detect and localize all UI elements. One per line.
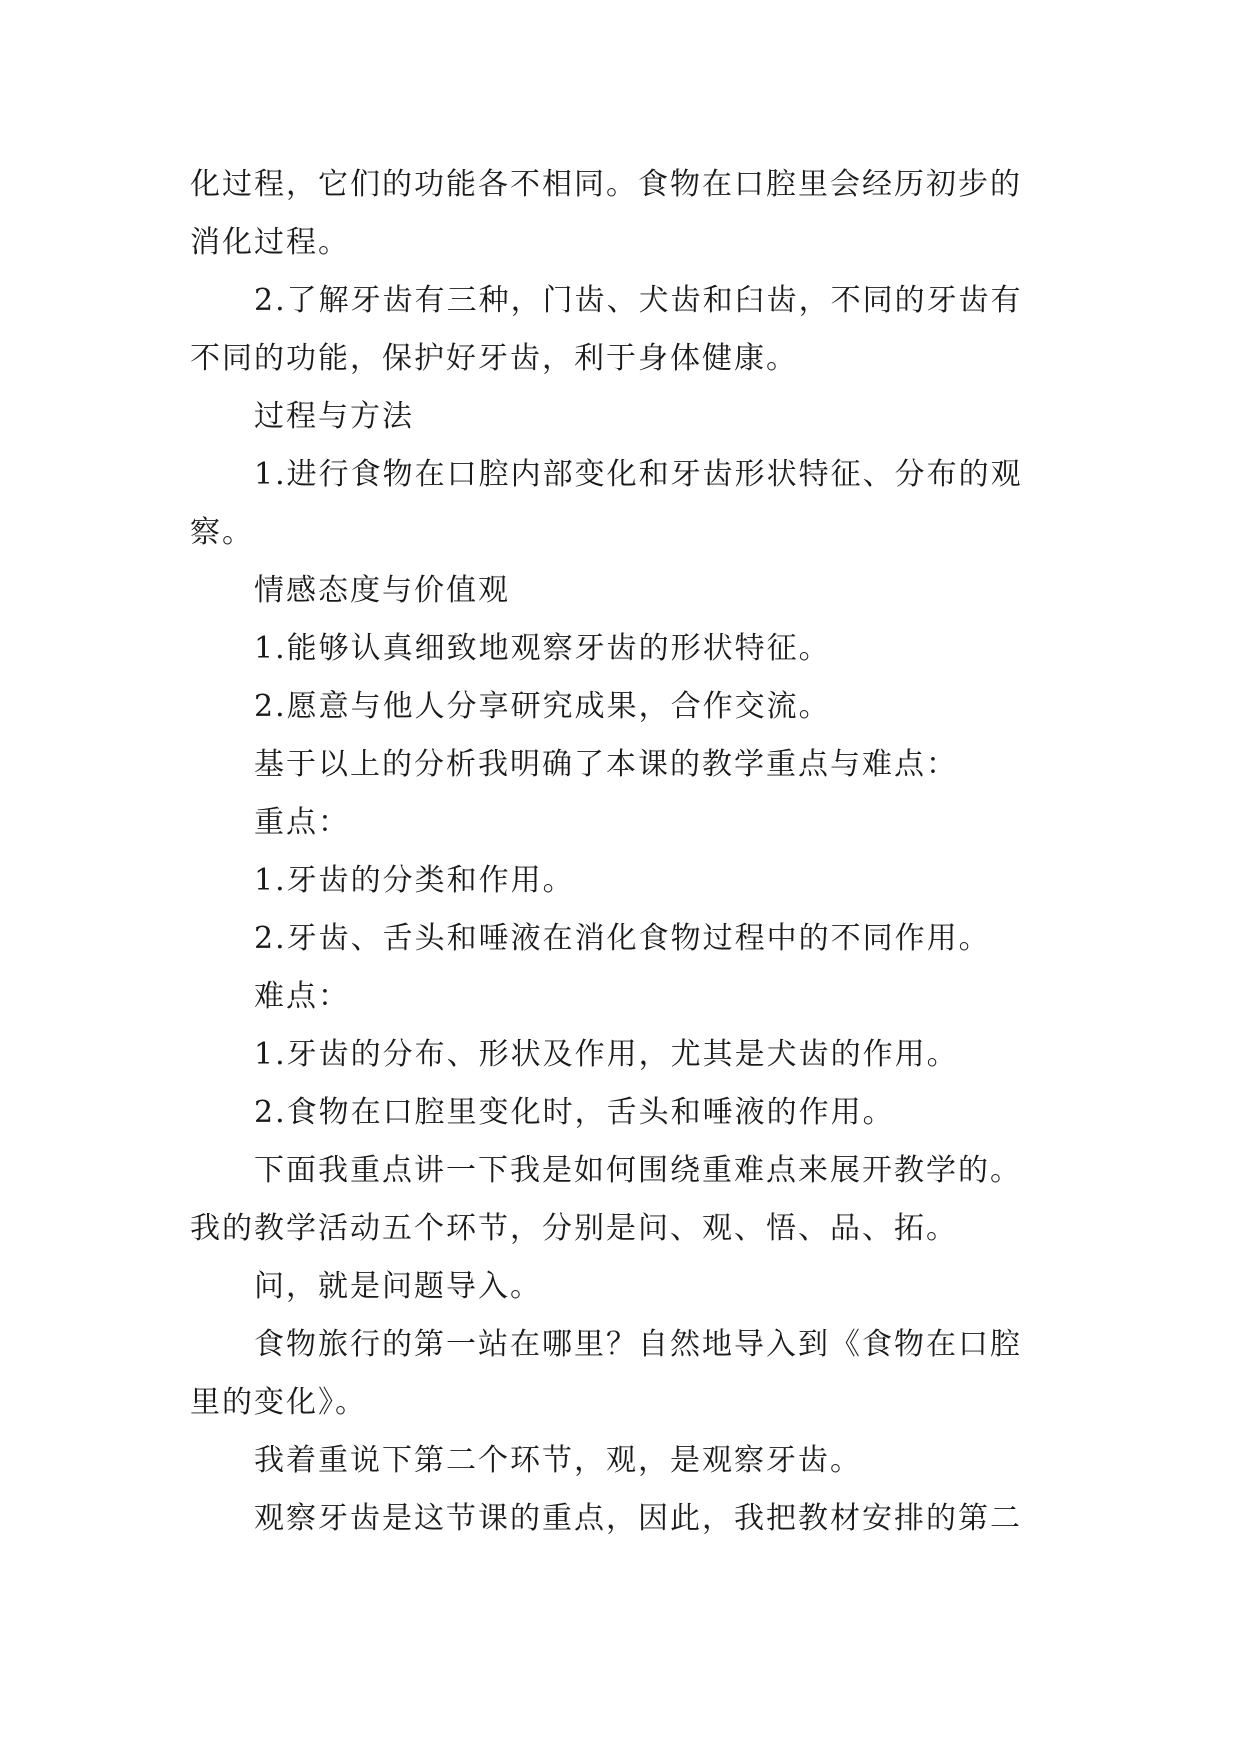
- text-line: 我的教学活动五个环节，分别是问、观、悟、品、拓。: [190, 1211, 958, 1246]
- section-heading: 情感态度与价值观: [254, 573, 510, 608]
- section-heading: 过程与方法: [254, 399, 414, 434]
- text-line: 化过程，它们的功能各不相同。食物在口腔里会经历初步的: [190, 167, 1022, 202]
- text-line: 观察牙齿是这节课的重点，因此，我把教材安排的第二: [254, 1501, 1022, 1536]
- text-line: 基于以上的分析我明确了本课的教学重点与难点：: [254, 747, 958, 782]
- section-heading: 难点：: [254, 979, 350, 1014]
- text-line: 消化过程。: [190, 225, 350, 260]
- text-line: 问，就是问题导入。: [254, 1269, 542, 1304]
- text-line: 2.愿意与他人分享研究成果，合作交流。: [254, 689, 831, 724]
- text-line: 我着重说下第二个环节，观，是观察牙齿。: [254, 1443, 862, 1478]
- text-line: 下面我重点讲一下我是如何围绕重难点来展开教学的。: [254, 1153, 1022, 1188]
- text-line: 1.能够认真细致地观察牙齿的形状特征。: [254, 631, 831, 666]
- text-line: 1.进行食物在口腔内部变化和牙齿形状特征、分布的观: [254, 457, 1023, 492]
- text-line: 不同的功能，保护好牙齿，利于身体健康。: [190, 341, 798, 376]
- text-line: 2.食物在口腔里变化时，舌头和唾液的作用。: [254, 1095, 895, 1130]
- section-heading: 重点：: [254, 805, 350, 840]
- text-line: 2.了解牙齿有三种，门齿、犬齿和臼齿，不同的牙齿有: [254, 283, 1023, 318]
- text-line: 1.牙齿的分类和作用。: [254, 863, 575, 898]
- text-line: 1.牙齿的分布、形状及作用，尤其是犬齿的作用。: [254, 1037, 959, 1072]
- text-line: 2.牙齿、舌头和唾液在消化食物过程中的不同作用。: [254, 921, 991, 956]
- text-line: 里的变化》。: [190, 1385, 367, 1420]
- text-line: 察。: [190, 515, 254, 550]
- text-line: 食物旅行的第一站在哪里？自然地导入到《食物在口腔: [254, 1327, 1022, 1362]
